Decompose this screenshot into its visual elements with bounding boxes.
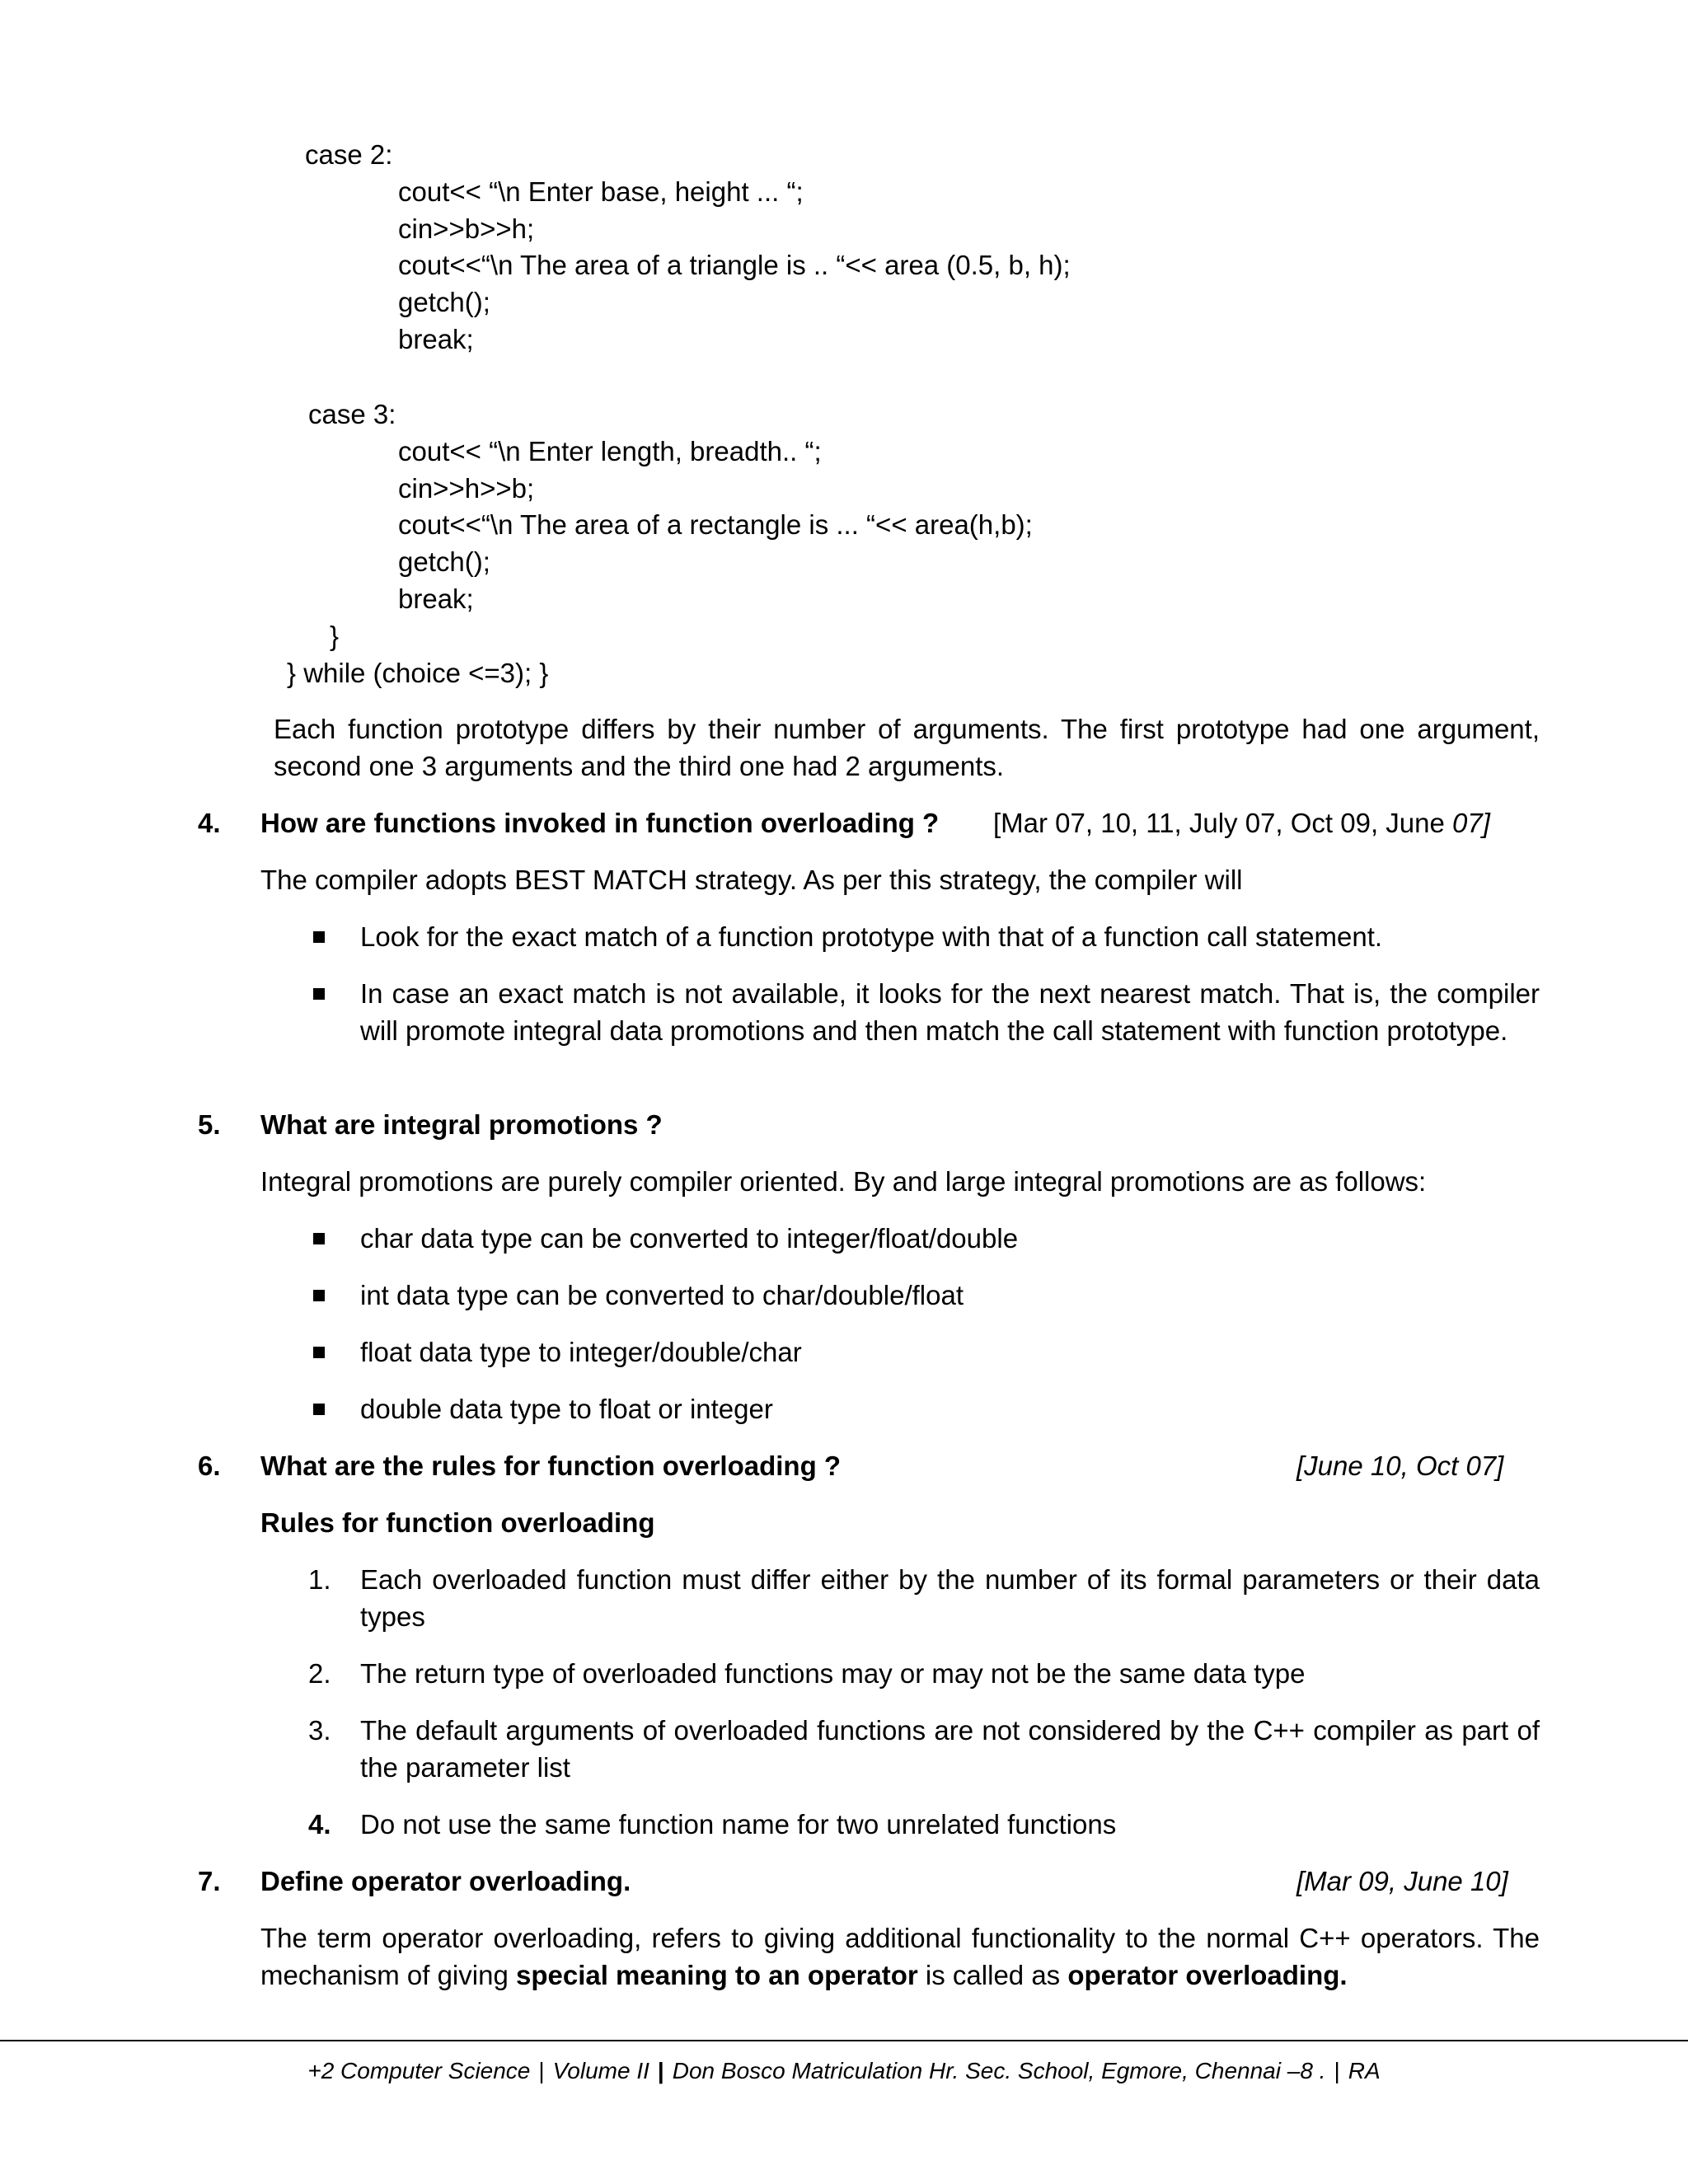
code-while-line: } while (choice <=3); } [287, 658, 549, 688]
q7-para-text: is called as [917, 1960, 1068, 1990]
q4-exam-tag [993, 804, 1490, 841]
rule-text: Do not use the same function name for two unrelated functions [360, 1809, 1117, 1840]
footer-initials: RA [1348, 2058, 1381, 2083]
q6-subtitle: Rules for function overloading [260, 1507, 655, 1538]
q4-tag-text: [Mar 07, 10, 11, July 07, Oct 09, June [993, 808, 1453, 838]
rule-number: 2. [308, 1658, 331, 1689]
intro-paragraph: Each function prototype differs by their number of arguments. The first prototype had one argument, second one 3 arguments and the third one had 2 arguments. [274, 714, 1540, 781]
code-case2-label: case 2: [305, 139, 393, 170]
footer-course: +2 Computer Science [307, 2058, 531, 2083]
q4-bullet: In case an exact match is not available, it looks for the next nearest match. That is, the compiler will promote integral data promotions and then match the call statement with function prototype. [360, 978, 1540, 1046]
footer-separator: | [657, 2058, 664, 2083]
code-line: cout<<“\n The area of a rectangle is ... “<< area(h,b); [398, 509, 1033, 540]
bullet-icon [313, 1233, 325, 1244]
code-line: cout<< “\n Enter length, breadth.. “; [398, 436, 822, 466]
q6-number: 6. [198, 1451, 221, 1481]
rule-text: The default arguments of overloaded functions are not considered by the C++ compiler as part of the parameter list [360, 1715, 1540, 1783]
footer-volume: Volume II [552, 2058, 649, 2083]
rule-text: Each overloaded function must differ either by the number of its formal parameters or their data types [360, 1564, 1540, 1632]
code-line: cout<<“\n The area of a triangle is .. “<< area (0.5, b, h); [398, 250, 1071, 280]
q4-bullet: Look for the exact match of a function prototype with that of a function call statement. [360, 921, 1383, 952]
q4-number: 4. [198, 808, 221, 838]
q5-bullet: int data type can be converted to char/double/float [360, 1280, 964, 1310]
q5-bullet: float data type to integer/double/char [360, 1337, 802, 1367]
code-close-brace: } [330, 621, 340, 651]
bullet-icon [313, 1347, 325, 1358]
code-line: getch(); [398, 287, 490, 317]
bullet-icon [313, 1290, 325, 1301]
code-line: getch(); [398, 546, 490, 577]
q7-para-text: The term operator overloading, refers to giving additional functionality to the normal C++ operators. The mechanism of giving [260, 1923, 1540, 1990]
q5-number: 5. [198, 1109, 221, 1140]
footer-separator: | [1334, 2058, 1340, 2083]
q5-title: What are integral promotions ? [260, 1109, 663, 1140]
q7-number: 7. [198, 1866, 221, 1896]
q4-title: How are functions invoked in function overloading ? [260, 808, 940, 838]
rule-text: The return type of overloaded functions may or may not be the same data type [360, 1658, 1306, 1689]
q5-bullet: double data type to float or integer [360, 1394, 773, 1424]
page-footer [0, 2052, 1688, 2089]
q7-paragraph [260, 1919, 1540, 1994]
q4-tag-italic: 07] [1452, 808, 1490, 838]
code-line: cin>>h>>b; [398, 473, 535, 504]
rule-number: 4. [308, 1809, 331, 1840]
q7-para-bold: special meaning to an operator [515, 1960, 918, 1990]
footer-separator: | [538, 2058, 545, 2083]
footer-school: Don Bosco Matriculation Hr. Sec. School, Egmore, Chennai –8 . [672, 2058, 1326, 2083]
q6-title: What are the rules for function overloading ? [260, 1451, 842, 1481]
code-line: break; [398, 583, 474, 614]
code-line: break; [398, 324, 474, 354]
footer-divider [0, 2040, 1688, 2041]
q7-title: Define operator overloading. [260, 1866, 631, 1896]
q5-bullet: char data type can be converted to integer/float/double [360, 1223, 1019, 1254]
bullet-icon [313, 1404, 325, 1415]
rule-number: 3. [308, 1715, 331, 1746]
code-line: cin>>b>>h; [398, 213, 535, 244]
bullet-icon [313, 988, 325, 1000]
code-line: cout<< “\n Enter base, height ... “; [398, 176, 804, 207]
rule-number: 1. [308, 1564, 331, 1595]
q7-exam-tag: [Mar 09, June 10] [1296, 1866, 1508, 1896]
q4-paragraph: The compiler adopts BEST MATCH strategy. As per this strategy, the compiler will [260, 865, 1243, 895]
q5-paragraph: Integral promotions are purely compiler oriented. By and large integral promotions are as follows: [260, 1166, 1427, 1197]
q6-exam-tag: [June 10, Oct 07] [1296, 1451, 1504, 1481]
code-case3-label: case 3: [308, 399, 396, 429]
q7-para-bold: operator overloading. [1067, 1960, 1348, 1990]
bullet-icon [313, 931, 325, 943]
